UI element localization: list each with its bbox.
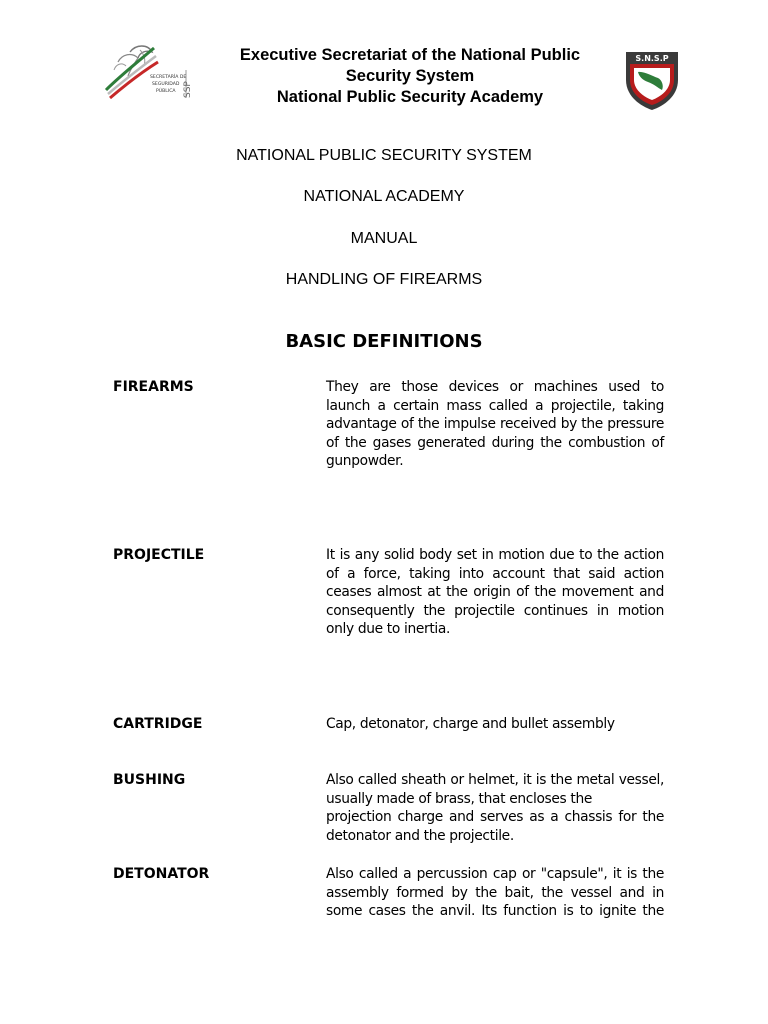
definition-line: gunpowder. — [326, 453, 404, 469]
definition-firearms — [326, 378, 664, 471]
logo-text-line-2: SEGURIDAD — [152, 82, 180, 87]
definition-line: It is any solid body set in motion due to the action — [326, 547, 664, 563]
definition-line: projection charge and serves as a chassis for the — [326, 809, 664, 825]
definition-line: Cap, detonator, charge and bullet assembly — [326, 716, 615, 732]
term-firearms: FIREARMS — [113, 379, 194, 395]
definition-line: consequently the projectile continues in motion — [326, 602, 664, 619]
logo-text-line-1: SECRETARÍA DE — [150, 75, 187, 80]
definition-cartridge — [326, 715, 664, 734]
definition-detonator — [326, 865, 664, 921]
definition-line: usually made of brass, that encloses the — [326, 790, 592, 807]
logo-text-line-3: PÚBLICA — [156, 89, 176, 94]
definition-line: Also called sheath or helmet, it is the metal vessel, — [326, 772, 664, 788]
subheading-system: NATIONAL PUBLIC SECURITY SYSTEM — [236, 147, 532, 164]
definition-line: assembly formed by the bait, the vessel and in — [326, 884, 664, 901]
definition-line: some cases the anvil. Its function is to ignite the — [326, 903, 664, 919]
definition-line: Also called a percussion cap or "capsule", it is the — [326, 866, 664, 882]
snsp-shield-logo — [622, 46, 682, 112]
section-title: BASIC DEFINITIONS — [285, 331, 483, 352]
term-detonator: DETONATOR — [113, 866, 210, 882]
term-cartridge: CARTRIDGE — [113, 716, 203, 732]
definition-line: detonator and the projectile. — [326, 827, 514, 844]
definition-line: advantage of the impulse received by the pressure — [326, 416, 664, 432]
definition-line: only due to inertia. — [326, 621, 451, 637]
term-bushing: BUSHING — [113, 772, 186, 788]
definition-projectile — [326, 546, 664, 639]
logo-abbr: SSP — [183, 81, 193, 98]
ssp-logo — [100, 40, 210, 104]
shield-text: S.N.S.P — [635, 54, 669, 63]
subheading-manual: MANUAL — [350, 230, 418, 247]
subheading-academy: NATIONAL ACADEMY — [303, 188, 465, 205]
definition-bushing — [326, 771, 664, 845]
header-title — [210, 45, 610, 108]
subheading-handling: HANDLING OF FIREARMS — [285, 271, 483, 288]
definition-line: of the gases generated during the combustion of — [326, 434, 664, 451]
definition-line: launch a certain mass called a projectile, taking — [326, 397, 664, 414]
header-title-line-2: Security System — [345, 67, 475, 85]
header-title-line-1: Executive Secretariat of the National Public — [239, 46, 581, 64]
definition-line: of a force, taking into account that said action — [326, 565, 664, 582]
definition-line: ceases almost at the origin of the movement and — [326, 584, 664, 600]
definition-line: They are those devices or machines used to — [326, 379, 664, 395]
header-title-line-3: National Public Security Academy — [276, 88, 544, 106]
term-projectile: PROJECTILE — [113, 547, 205, 563]
